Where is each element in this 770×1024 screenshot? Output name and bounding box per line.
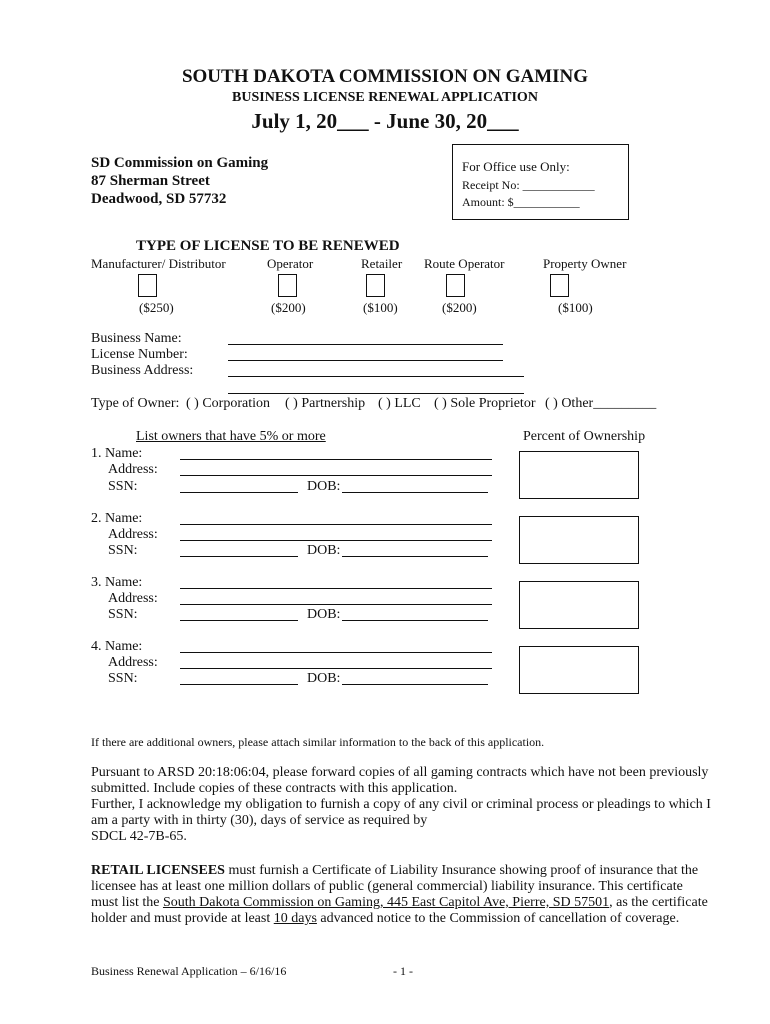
office-use-title: For Office use Only: — [462, 159, 570, 174]
address-line-3: Deadwood, SD 57732 — [91, 191, 227, 207]
owner-type-other[interactable]: ( ) Other_________ — [545, 396, 657, 411]
contracts-paragraph-line: SDCL 42-7B-65. — [91, 829, 187, 844]
license-option-label: Property Owner — [543, 256, 627, 271]
owner-2-dob-field[interactable] — [342, 556, 488, 557]
license-number-field[interactable] — [228, 360, 503, 361]
business-address-label: Business Address: — [91, 363, 194, 378]
license-fee: ($100) — [363, 300, 398, 315]
office-use-box — [452, 144, 629, 220]
owner-2-address-field[interactable] — [180, 540, 492, 541]
owner-2-ssn-field[interactable] — [180, 556, 298, 557]
owner-1-percent-box[interactable] — [519, 451, 639, 499]
owner-4-ssn-label: SSN: — [108, 671, 138, 686]
license-option-label: Route Operator — [424, 256, 505, 271]
owner-3-ssn-field[interactable] — [180, 620, 298, 621]
amount-label: Amount: $___________ — [462, 195, 580, 209]
owner-3-address-field[interactable] — [180, 604, 492, 605]
owner-2-name-field[interactable] — [180, 524, 492, 525]
business-name-field[interactable] — [228, 344, 503, 345]
owner-4-name-field[interactable] — [180, 652, 492, 653]
retail-text: advanced notice to the Commission of cancellation of coverage. — [316, 911, 680, 926]
page-number: - 1 - — [393, 964, 413, 978]
owner-4-percent-box[interactable] — [519, 646, 639, 694]
owner-1-dob-label: DOB: — [307, 479, 341, 494]
owner-4-address-label: Address: — [108, 655, 158, 670]
form-title: SOUTH DAKOTA COMMISSION ON GAMING — [181, 66, 589, 87]
business-address-field-2[interactable] — [228, 393, 524, 394]
owner-1-ssn-field[interactable] — [180, 492, 298, 493]
owner-type-sole-proprietor[interactable]: ( ) Sole Proprietor — [434, 396, 536, 411]
owner-3-address-label: Address: — [108, 591, 158, 606]
owner-4-ssn-field[interactable] — [180, 684, 298, 685]
owner-1-name-field[interactable] — [180, 459, 492, 460]
license-option-label: Operator — [267, 256, 314, 271]
owner-2-dob-label: DOB: — [307, 543, 341, 558]
notice-days: 10 days — [273, 911, 317, 926]
form-subtitle: BUSINESS LICENSE RENEWAL APPLICATION — [232, 90, 538, 105]
contracts-paragraph-line: am a party with in thirty (30), days of service as required by — [91, 813, 428, 828]
retail-text: holder and must provide at least — [91, 911, 274, 926]
owner-2-ssn-label: SSN: — [108, 543, 138, 558]
owner-4-dob-label: DOB: — [307, 671, 341, 686]
owner-1-ssn-label: SSN: — [108, 479, 138, 494]
owner-4-address-field[interactable] — [180, 668, 492, 669]
owner-4-dob-field[interactable] — [342, 684, 488, 685]
route-operator-checkbox[interactable] — [446, 274, 465, 297]
license-type-heading: TYPE OF LICENSE TO BE RENEWED — [136, 238, 400, 254]
retail-paragraph-line — [91, 895, 708, 911]
owner-1-address-label: Address: — [108, 462, 158, 477]
retail-paragraph-line: licensee has at least one million dollars of public (general commercial) liability insurance. This certificate — [91, 879, 683, 894]
license-fee: ($250) — [139, 300, 174, 315]
retailer-checkbox[interactable] — [366, 274, 385, 297]
retail-paragraph-line — [91, 863, 698, 879]
receipt-no-label: Receipt No: ____________ — [462, 178, 595, 192]
business-name-label: Business Name: — [91, 331, 182, 346]
owner-3-dob-field[interactable] — [342, 620, 488, 621]
retail-paragraph-line — [91, 911, 679, 927]
license-fee: ($100) — [558, 300, 593, 315]
owner-3-name-label: 3. Name: — [91, 575, 143, 590]
contracts-paragraph-line: Pursuant to ARSD 20:18:06:04, please forward copies of all gaming contracts which have not been previously — [91, 765, 709, 780]
owner-2-address-label: Address: — [108, 527, 158, 542]
license-period: July 1, 20___ - June 30, 20___ — [251, 109, 519, 133]
owner-type-corporation[interactable]: ( ) Corporation — [186, 396, 270, 411]
business-address-field[interactable] — [228, 376, 524, 377]
owner-1-name-label: 1. Name: — [91, 446, 143, 461]
license-fee: ($200) — [442, 300, 477, 315]
owner-1-dob-field[interactable] — [342, 492, 488, 493]
owner-3-ssn-label: SSN: — [108, 607, 138, 622]
license-option-label: Retailer — [361, 256, 403, 271]
license-number-label: License Number: — [91, 347, 188, 362]
footer-form-version: Business Renewal Application – 6/16/16 — [91, 964, 287, 978]
property-owner-checkbox[interactable] — [550, 274, 569, 297]
address-line-1: SD Commission on Gaming — [91, 155, 269, 171]
owner-1-address-field[interactable] — [180, 475, 492, 476]
retail-text: , as the certificate — [609, 895, 708, 910]
percent-ownership-heading: Percent of Ownership — [523, 429, 646, 444]
owner-3-dob-label: DOB: — [307, 607, 341, 622]
retail-licensees-heading: RETAIL LICENSEES — [91, 863, 225, 878]
owner-type-llc[interactable]: ( ) LLC — [378, 396, 421, 411]
retail-text: must list the — [91, 895, 163, 910]
certificate-holder-address: South Dakota Commission on Gaming, 445 East Capitol Ave, Pierre, SD 57501 — [162, 895, 610, 910]
address-line-2: 87 Sherman Street — [91, 173, 210, 189]
owners-heading: List owners that have 5% or more — [136, 429, 326, 444]
owner-4-name-label: 4. Name: — [91, 639, 143, 654]
owner-2-percent-box[interactable] — [519, 516, 639, 564]
retail-text: must furnish a Certificate of Liability Insurance showing proof of insurance that the — [224, 863, 699, 878]
license-fee: ($200) — [271, 300, 306, 315]
license-option-label: Manufacturer/ Distributor — [91, 256, 226, 271]
owner-3-percent-box[interactable] — [519, 581, 639, 629]
manufacturer-checkbox[interactable] — [138, 274, 157, 297]
operator-checkbox[interactable] — [278, 274, 297, 297]
owner-3-name-field[interactable] — [180, 588, 492, 589]
owner-2-name-label: 2. Name: — [91, 511, 143, 526]
owner-type-label: Type of Owner: — [91, 396, 180, 411]
contracts-paragraph-line: Further, I acknowledge my obligation to furnish a copy of any civil or criminal process or pleadings to which I — [91, 797, 711, 812]
contracts-paragraph-line: submitted. Include copies of these contracts with this application. — [91, 781, 458, 796]
owner-type-partnership[interactable]: ( ) Partnership — [285, 396, 366, 411]
additional-owners-note: If there are additional owners, please attach similar information to the back of this application. — [91, 735, 545, 749]
